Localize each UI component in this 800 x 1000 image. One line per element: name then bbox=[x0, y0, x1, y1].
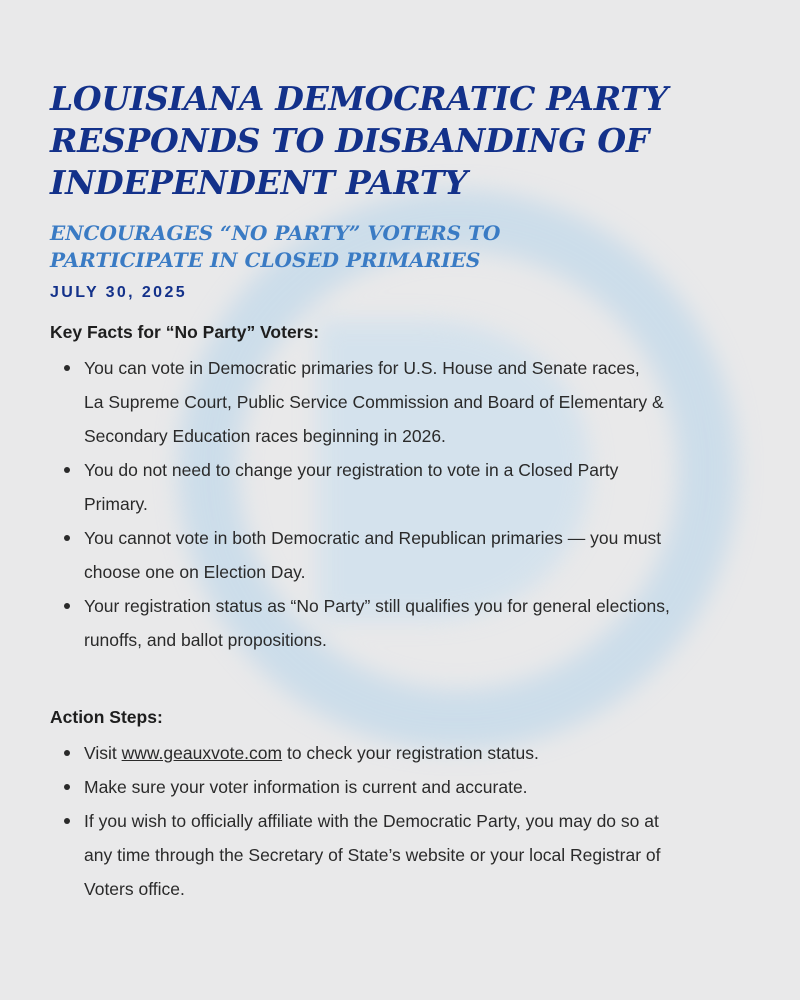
bullet-icon bbox=[64, 818, 70, 824]
list-item bbox=[50, 453, 765, 521]
bullet-icon bbox=[64, 365, 70, 371]
list-item-text: If you wish to officially affiliate with the Democratic Party, you may do so at bbox=[84, 811, 659, 831]
list-item-text: You do not need to change your registration to vote in a Closed Party bbox=[84, 460, 619, 480]
subheadline-line: PARTICIPATE IN CLOSED PRIMARIES bbox=[50, 248, 481, 272]
headline-line: RESPONDS TO DISBANDING OF bbox=[50, 121, 649, 160]
geauxvote-link[interactable]: www.geauxvote.com bbox=[121, 743, 283, 763]
subheadline bbox=[50, 220, 765, 274]
list-item bbox=[50, 351, 765, 453]
list-item-text: La Supreme Court, Public Service Commission and Board of Elementary & bbox=[84, 392, 664, 412]
key-facts-list bbox=[50, 351, 765, 657]
list-item-text: any time through the Secretary of State’s website or your local Registrar of bbox=[84, 845, 661, 865]
visit-suffix: to check your registration status. bbox=[282, 743, 539, 763]
headline-line: INDEPENDENT PARTY bbox=[50, 163, 468, 202]
headline bbox=[50, 78, 765, 204]
action-steps-heading: Action Steps: bbox=[50, 707, 163, 727]
list-item bbox=[50, 736, 765, 770]
visit-prefix: Visit bbox=[84, 743, 122, 763]
bullet-icon bbox=[64, 467, 70, 473]
headline-line: LOUISIANA DEMOCRATIC PARTY bbox=[50, 79, 668, 118]
list-item-text: Primary. bbox=[84, 494, 148, 514]
list-item bbox=[50, 521, 765, 589]
list-item-text: You can vote in Democratic primaries for U.S. House and Senate races, bbox=[84, 358, 640, 378]
list-item bbox=[50, 804, 765, 906]
bullet-icon bbox=[64, 603, 70, 609]
list-item bbox=[50, 589, 765, 657]
key-facts-heading: Key Facts for “No Party” Voters: bbox=[50, 322, 320, 342]
list-item-text: Your registration status as “No Party” still qualifies you for general elections, bbox=[84, 596, 670, 616]
release-date: JULY 30, 2025 bbox=[50, 284, 188, 301]
list-item-text: choose one on Election Day. bbox=[84, 562, 306, 582]
bullet-icon bbox=[64, 535, 70, 541]
list-item-text: Secondary Education races beginning in 2026. bbox=[84, 426, 446, 446]
list-item-text: Voters office. bbox=[84, 879, 185, 899]
list-item-text: Make sure your voter information is current and accurate. bbox=[84, 777, 528, 797]
bullet-icon bbox=[64, 784, 70, 790]
bullet-icon bbox=[64, 750, 70, 756]
subheadline-line: ENCOURAGES “NO PARTY” VOTERS TO bbox=[50, 221, 501, 245]
list-item bbox=[50, 770, 765, 804]
list-item-text bbox=[84, 736, 765, 770]
list-item-text: runoffs, and ballot propositions. bbox=[84, 630, 327, 650]
action-steps-list bbox=[50, 736, 765, 906]
press-release bbox=[50, 78, 765, 906]
list-item-text: You cannot vote in both Democratic and Republican primaries — you must bbox=[84, 528, 662, 548]
